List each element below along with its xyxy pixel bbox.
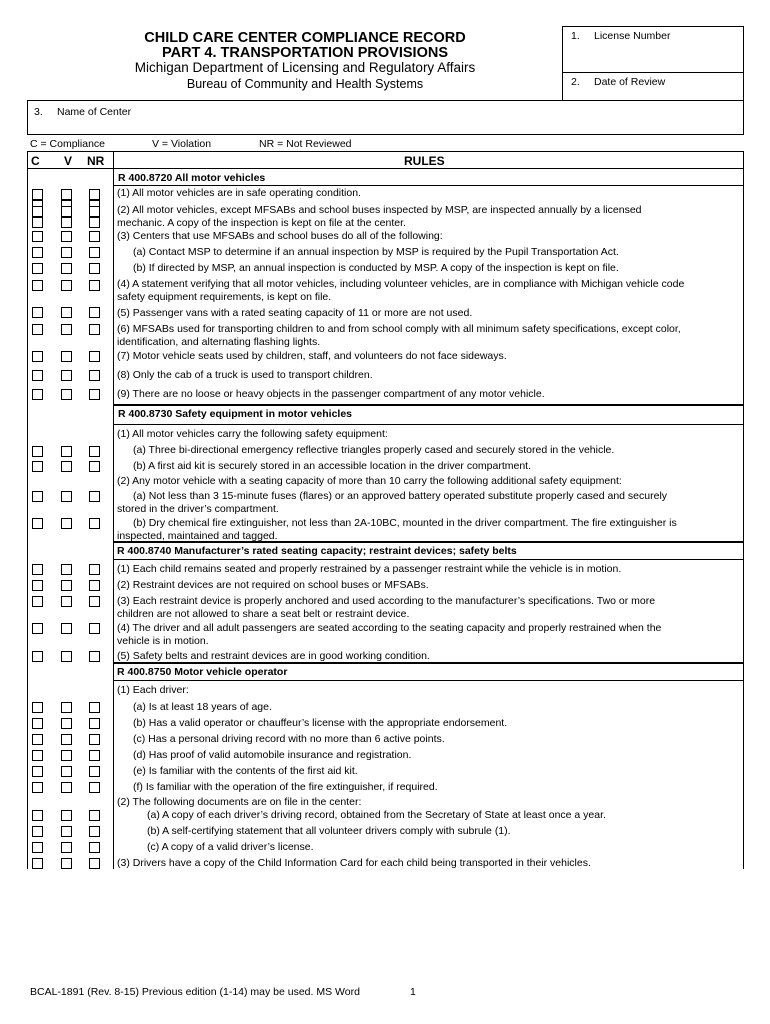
checkbox-nr[interactable] [89,734,100,745]
rule-text: identification, and alternating flashing lights. [117,336,321,348]
rule-text: (9) There are no loose or heavy objects in the passenger compartment of any motor vehicle. [117,388,545,400]
name-of-center-num: 3. [34,106,43,118]
checkbox-nr[interactable] [89,651,100,662]
checkbox-v[interactable] [61,810,72,821]
name-of-center-label: Name of Center [57,106,132,118]
checkbox-nr[interactable] [89,206,100,217]
column-header-top [27,151,744,152]
header-box-left [562,26,563,100]
rule-text: mechanic. A copy of the inspection is kept on file at the center. [117,217,406,229]
checkbox-v[interactable] [61,280,72,291]
legend-violation: V = Violation [152,138,212,150]
rule-text: (b) A first aid kit is securely stored in an accessible location in the driver compartment. [133,460,532,472]
checkbox-v[interactable] [61,734,72,745]
header-box-top [562,26,744,27]
checkbox-nr[interactable] [89,782,100,793]
checkbox-c[interactable] [32,718,43,729]
col-header-rules: RULES [404,154,445,168]
checkbox-c[interactable] [32,766,43,777]
rule-text: (b) A self-certifying statement that all volunteer drivers comply with subrule (1). [147,825,511,837]
checkbox-c[interactable] [32,247,43,258]
rule-text: safety equipment requirements, is kept on file. [117,291,332,303]
checkbox-v[interactable] [61,324,72,335]
rule-text: (3) Drivers have a copy of the Child Information Card for each child being transported in their vehicles. [117,857,591,869]
checkbox-nr[interactable] [89,491,100,502]
checkbox-c[interactable] [32,564,43,575]
rule-text: children are not allowed to share a seat belt or restraint device. [117,608,410,620]
checkbox-c[interactable] [32,351,43,362]
checkbox-nr[interactable] [89,231,100,242]
checkbox-c[interactable] [32,370,43,381]
checkbox-nr[interactable] [89,518,100,529]
checkbox-v[interactable] [61,623,72,634]
checkbox-c[interactable] [32,702,43,713]
checkbox-nr[interactable] [89,718,100,729]
checkbox-nr[interactable] [89,826,100,837]
section-header-bottom-3 [113,559,744,560]
title-line-1: CHILD CARE CENTER COMPLIANCE RECORD [144,30,466,46]
department-name: Michigan Department of Licensing and Regulatory Affairs [134,60,476,75]
checkbox-c[interactable] [32,446,43,457]
rule-text: (4) A statement verifying that all motor vehicles, including volunteer vehicles, are in compliance with Michigan vehicle code [117,278,685,290]
checkbox-v[interactable] [61,651,72,662]
section-header-bottom-2 [113,424,744,425]
rule-text: (3) Each restraint device is properly anchored and used according to the manufacturer’s specifications. Two or more [117,595,656,607]
checkbox-nr[interactable] [89,351,100,362]
center-row-bottom [27,134,744,135]
license-number-field[interactable] [565,44,740,69]
rule-text: (b) Has a valid operator or chauffeur’s license with the appropriate endorsement. [133,717,508,729]
rule-text: stored in the driver’s compartment. [117,503,279,515]
section-header-bottom-1 [113,185,744,186]
checkbox-v[interactable] [61,702,72,713]
checkbox-c[interactable] [32,858,43,869]
checkbox-v[interactable] [61,446,72,457]
section-title-8720: R 400.8720 All motor vehicles [118,172,266,184]
rule-text: (a) Contact MSP to determine if an annual inspection by MSP is required by the Pupil Transportation Act. [133,246,619,258]
checkbox-v[interactable] [61,370,72,381]
rule-text: (5) Passenger vans with a rated seating capacity of 11 or more are not used. [117,307,473,319]
rule-text: (a) Is at least 18 years of age. [133,701,272,713]
checkbox-nr[interactable] [89,461,100,472]
checkbox-c[interactable] [32,826,43,837]
checkbox-nr[interactable] [89,189,100,200]
checkbox-v[interactable] [61,247,72,258]
checkbox-c[interactable] [32,491,43,502]
rule-text: (e) Is familiar with the contents of the first aid kit. [133,765,358,777]
section-header-bottom-4 [113,680,744,681]
rule-text: (8) Only the cab of a truck is used to transport children. [117,369,373,381]
section-title-8740: R 400.8740 Manufacturer’s rated seating capacity; restraint devices; safety belts [117,545,517,557]
checkbox-v[interactable] [61,718,72,729]
checkbox-c[interactable] [32,307,43,318]
checkbox-v[interactable] [61,580,72,591]
checkbox-c[interactable] [32,580,43,591]
center-row-top [27,100,744,101]
checkbox-c[interactable] [32,518,43,529]
section-title-8730: R 400.8730 Safety equipment in motor vehicles [118,408,353,420]
checkbox-v[interactable] [61,518,72,529]
rule-text: (f) Is familiar with the operation of the fire extinguisher, if required. [133,781,438,793]
checkbox-v[interactable] [61,782,72,793]
legend-not-reviewed: NR = Not Reviewed [259,138,352,150]
date-of-review-label: Date of Review [594,76,666,88]
checkbox-nr[interactable] [89,842,100,853]
rule-text: (1) All motor vehicles are in safe operating condition. [117,187,361,199]
checkbox-v[interactable] [61,206,72,217]
checkbox-c[interactable] [32,842,43,853]
legend-compliance: C = Compliance [30,138,105,150]
checkbox-v[interactable] [61,189,72,200]
checkbox-nr[interactable] [89,217,100,228]
date-of-review-field[interactable] [565,88,740,98]
checkbox-v[interactable] [61,826,72,837]
checkbox-c[interactable] [32,596,43,607]
name-of-center-field[interactable] [150,104,740,130]
checkbox-v[interactable] [61,491,72,502]
checkbox-nr[interactable] [89,702,100,713]
checkbox-c[interactable] [32,324,43,335]
rule-text: (1) All motor vehicles carry the following safety equipment: [117,428,388,440]
checkbox-v[interactable] [61,351,72,362]
rule-text: (a) Three bi-directional emergency reflective triangles properly cased and securely stored in the vehicle. [133,444,615,456]
checkbox-c[interactable] [32,231,43,242]
checkbox-c[interactable] [32,651,43,662]
center-row-left [27,100,28,134]
checkbox-nr[interactable] [89,307,100,318]
checkbox-nr[interactable] [89,446,100,457]
checkbox-v[interactable] [61,461,72,472]
title-line-2: PART 4. TRANSPORTATION PROVISIONS [162,45,448,61]
checkbox-nr[interactable] [89,596,100,607]
checkbox-c[interactable] [32,389,43,400]
checkbox-nr[interactable] [89,623,100,634]
checkbox-nr[interactable] [89,280,100,291]
checkbox-nr[interactable] [89,263,100,274]
checkbox-v[interactable] [61,750,72,761]
checkbox-nr[interactable] [89,766,100,777]
rule-text: (4) The driver and all adult passengers are seated according to the seating capacity and properly restrained when the [117,622,662,634]
checkbox-nr[interactable] [89,247,100,258]
rule-text: (5) Safety belts and restraint devices are in good working condition. [117,650,430,662]
checkbox-v[interactable] [61,596,72,607]
rule-text: (b) Dry chemical fire extinguisher, not less than 2A-10BC, mounted in the driver compartment. The fire extinguisher is [133,517,677,529]
section-divider-1 [113,404,744,406]
checkbox-v[interactable] [61,842,72,853]
checkbox-c[interactable] [32,734,43,745]
checkbox-c[interactable] [32,810,43,821]
rule-text: (d) Has proof of valid automobile insurance and registration. [133,749,412,761]
license-number-num: 1. [571,30,580,42]
rule-text: (3) Centers that use MFSABs and school buses do all of the following: [117,230,443,242]
checkbox-v[interactable] [61,564,72,575]
rule-text: (c) Has a personal driving record with no more than 6 active points. [133,733,445,745]
checkbox-nr[interactable] [89,750,100,761]
date-of-review-num: 2. [571,76,580,88]
rule-text: (1) Each driver: [117,684,189,696]
checkbox-nr[interactable] [89,389,100,400]
checkbox-nr[interactable] [89,580,100,591]
column-header-bottom [27,168,744,169]
section-title-8750: R 400.8750 Motor vehicle operator [117,666,288,678]
bureau-name: Bureau of Community and Health Systems [186,77,424,91]
header-box-right [743,26,744,134]
checkbox-c[interactable] [32,189,43,200]
checkbox-v[interactable] [61,263,72,274]
checkbox-c[interactable] [32,750,43,761]
checkbox-nr[interactable] [89,564,100,575]
checkbox-v[interactable] [61,307,72,318]
checkbox-c[interactable] [32,217,43,228]
checkbox-c[interactable] [32,461,43,472]
checkbox-c[interactable] [32,263,43,274]
rule-text: (6) MFSABs used for transporting children to and from school comply with all minimum safety specifications, except color, [117,323,681,335]
checkbox-v[interactable] [61,231,72,242]
rule-text: (2) All motor vehicles, except MFSABs and school buses inspected by MSP, are inspected annually by a licensed [117,204,642,216]
rule-text: (1) Each child remains seated and properly restrained by a passenger restraint while the vehicle is in motion. [117,563,622,575]
license-number-label: License Number [594,30,671,42]
rule-text: (2) The following documents are on file in the center: [117,796,362,808]
col-header-c: C [31,154,40,168]
rule-text: inspected, maintained and tagged. [117,530,278,542]
rule-text: vehicle is in motion. [117,635,209,647]
checkbox-v[interactable] [61,217,72,228]
rule-text: (b) If directed by MSP, an annual inspection is conducted by MSP. A copy of the inspection is kept on file. [133,262,619,274]
header-box-divider [562,72,744,73]
rule-text: (a) Not less than 3 15-minute fuses (flares) or an approved battery operated substitute properly cased and securely [133,490,668,502]
rules-column-border [113,151,114,869]
rule-text: (7) Motor vehicle seats used by children, staff, and volunteers do not face sideways. [117,350,507,362]
checkbox-v[interactable] [61,858,72,869]
checkbox-nr[interactable] [89,858,100,869]
col-header-v: V [64,154,73,168]
checkbox-v[interactable] [61,389,72,400]
rule-text: (a) A copy of each driver’s driving record, obtained from the Secretary of State at least once a year. [147,809,606,821]
rule-text: (c) A copy of a valid driver’s license. [147,841,314,853]
table-left-border [27,151,28,869]
form-number: BCAL-1891 (Rev. 8-15) Previous edition (1-14) may be used. MS Word [30,986,360,998]
checkbox-nr[interactable] [89,370,100,381]
checkbox-c[interactable] [32,206,43,217]
rule-text: (2) Restraint devices are not required on school buses or MFSABs. [117,579,429,591]
checkbox-nr[interactable] [89,810,100,821]
checkbox-c[interactable] [32,782,43,793]
col-header-nr: NR [87,154,105,168]
checkbox-v[interactable] [61,766,72,777]
checkbox-c[interactable] [32,280,43,291]
rule-text: (2) Any motor vehicle with a seating capacity of more than 10 carry the following additional safety equipment: [117,475,622,487]
checkbox-nr[interactable] [89,324,100,335]
checkbox-c[interactable] [32,623,43,634]
page-number: 1 [410,986,416,998]
